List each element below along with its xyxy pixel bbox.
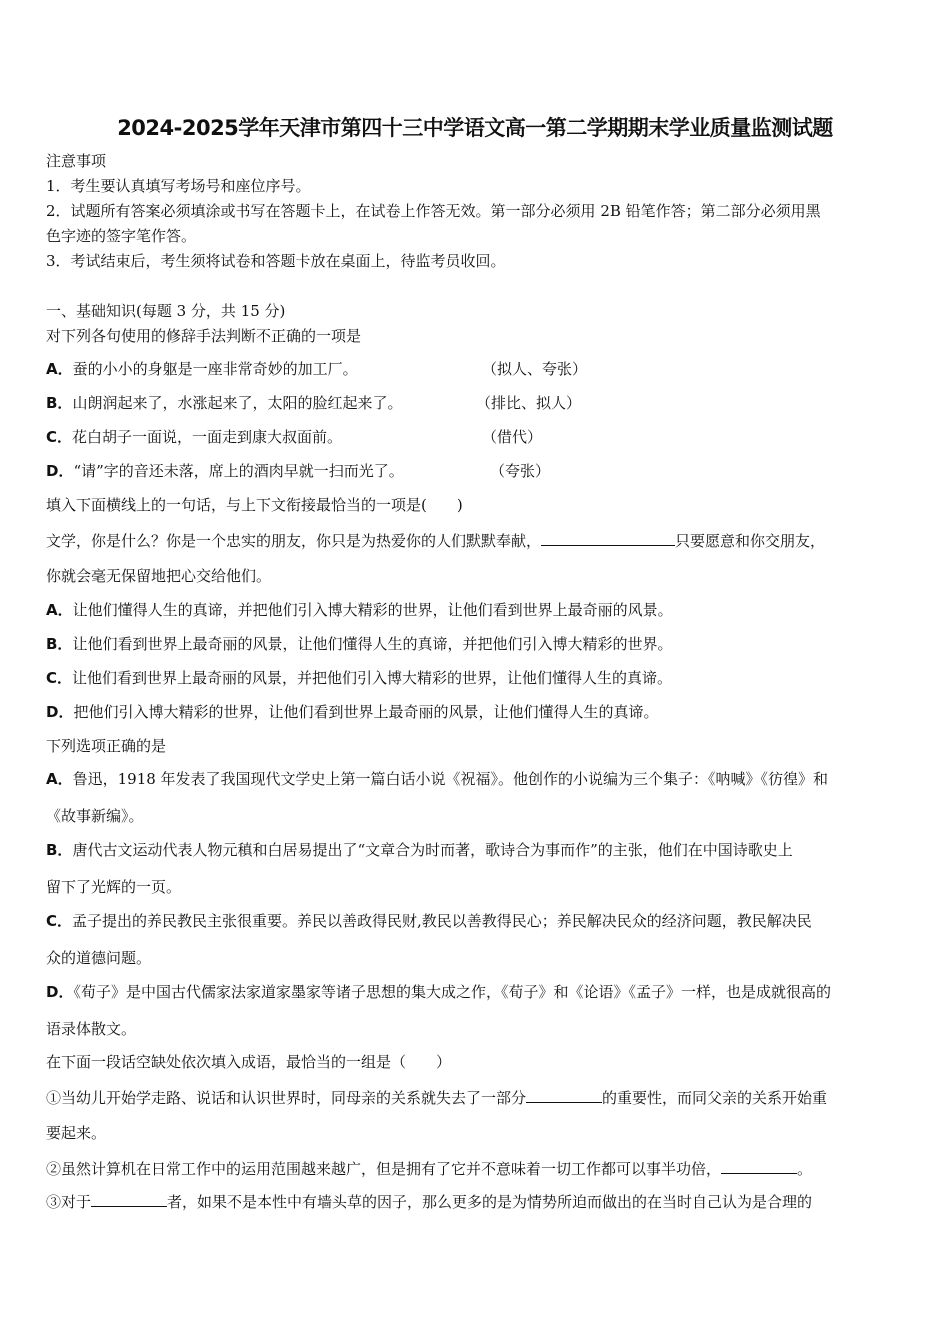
q1-option-d (46, 461, 404, 481)
option-text: 让他们看到世界上最奇丽的风景，让他们懂得人生的真谛，并把他们引入博大精彩的世界。 (72, 635, 673, 653)
q4-sentence-1 (46, 1086, 827, 1108)
option-text: 《荀子》是中国古代儒家法家道家墨家等诸子思想的集大成之作，《荀子》和《论语》《孟子》一样，也是成就很高的 (73, 983, 831, 1001)
option-label: B． (46, 635, 73, 653)
option-label: C． (46, 669, 73, 687)
q4-sentence-2 (46, 1157, 812, 1179)
option-label: C． (46, 912, 73, 930)
q2-option-b (46, 634, 672, 654)
notice-item-2-cont: 色字迹的签字笔作答。 (46, 227, 197, 245)
q2-option-a (46, 600, 673, 620)
q2-option-d (46, 702, 658, 722)
option-text: 让他们看到世界上最奇丽的风景，并把他们引入博大精彩的世界，让他们懂得人生的真谛。 (72, 669, 673, 687)
notice-item-3: 3．考试结束后，考生须将试卷和答题卡放在桌面上，待监考员收回。 (46, 252, 506, 270)
notice-item-1: 1．考生要认真填写考场号和座位序号。 (46, 177, 311, 195)
sentence-text: ①当幼儿开始学走路、说话和认识世界时，同母亲的关系就失去了一部分 (46, 1089, 527, 1107)
sentence-text: ②虽然计算机在日常工作中的运用范围越来越广，但是拥有了它并不意味着一切工作都可以事半功倍， (46, 1160, 722, 1178)
option-text: 唐代古文运动代表人物元稹和白居易提出了“文章合为时而著，歌诗合为事而作”的主张，他们在中国诗歌史上 (72, 841, 793, 859)
q3-option-a (46, 769, 828, 789)
option-text: 把他们引入博大精彩的世界，让他们看到世界上最奇丽的风景，让他们懂得人生的真谛。 (73, 703, 659, 721)
q2-passage-line2: 你就会毫无保留地把心交给他们。 (46, 567, 272, 585)
option-text: 让他们懂得人生的真谛，并把他们引入博大精彩的世界，让他们看到世界上最奇丽的风景。 (72, 601, 673, 619)
option-label: D． (46, 703, 74, 721)
q3-option-d-cont: 语录体散文。 (46, 1020, 137, 1038)
answer-blank (91, 1190, 167, 1207)
answer-blank (721, 1157, 797, 1174)
q3-option-b-cont: 留下了光辉的一页。 (46, 878, 182, 896)
q1-option-a (46, 359, 358, 379)
sentence-text: 者，如果不是本性中有墙头草的因子，那么更多的是为情势所迫而做出的在当时自己认为是合理的 (167, 1193, 813, 1211)
q1-option-d-tag: （夸张） (490, 462, 551, 480)
q1-option-b (46, 393, 402, 413)
option-label: D． (46, 983, 74, 1001)
option-text: “请”字的音还未落，席上的酒肉早就一扫而光了。 (73, 462, 404, 480)
option-label: A． (46, 360, 73, 378)
option-text: 山朗润起来了，水涨起来了，太阳的脸红起来了。 (72, 394, 403, 412)
option-label: B． (46, 841, 73, 859)
q1-option-c-tag: （借代） (482, 428, 543, 446)
option-text: 孟子提出的养民教民主张很重要。养民以善政得民财,教民以善教得民心；养民解决民众的经济问题，教民解决民 (72, 912, 812, 930)
option-label: D． (46, 462, 74, 480)
q3-option-d (46, 982, 831, 1002)
section-heading: 一、基础知识(每题 3 分，共 15 分) (46, 302, 286, 320)
q3-option-b (46, 840, 793, 860)
page-title: 2024-2025学年天津市第四十三中学语文高一第二学期期末学业质量监测试题 (117, 116, 833, 140)
option-label: A． (46, 770, 73, 788)
q3-option-c-cont: 众的道德问题。 (46, 949, 152, 967)
answer-blank (541, 529, 675, 546)
notice-heading: 注意事项 (46, 152, 107, 170)
q4-stem: 在下面一段话空缺处依次填入成语，最恰当的一组是（ ） (46, 1053, 452, 1071)
sentence-text: ③对于 (46, 1193, 92, 1211)
sentence-text: 的重要性，而同父亲的关系开始重 (602, 1089, 828, 1107)
answer-blank (526, 1086, 602, 1103)
q1-option-a-tag: （拟人、夸张） (482, 360, 588, 378)
q2-stem: 填入下面横线上的一句话，与上下文衔接最恰当的一项是( ) (46, 496, 463, 514)
option-text: 鲁迅，1918 年发表了我国现代文学史上第一篇白话小说《祝福》。他创作的小说编为三个集子：《呐喊》《彷徨》和 (72, 770, 829, 788)
sentence-text: 。 (797, 1160, 813, 1178)
passage-text: 只要愿意和你交朋友， (675, 532, 826, 550)
option-text: 花白胡子一面说，一面走到康大叔面前。 (72, 428, 343, 446)
q3-option-c (46, 911, 812, 931)
option-text: 蚕的小小的身躯是一座非常奇妙的加工厂。 (72, 360, 358, 378)
q1-stem: 对下列各句使用的修辞手法判断不正确的一项是 (46, 327, 362, 345)
q3-stem: 下列选项正确的是 (46, 737, 167, 755)
option-label: B． (46, 394, 73, 412)
q1-option-b-tag: （排比、拟人） (476, 394, 582, 412)
q2-passage-line1 (46, 529, 825, 551)
option-label: C． (46, 428, 73, 446)
q2-option-c (46, 668, 672, 688)
q1-option-c (46, 427, 342, 447)
option-label: A． (46, 601, 73, 619)
q3-option-a-cont: 《故事新编》。 (46, 807, 144, 825)
q4-sentence-3 (46, 1190, 812, 1212)
notice-item-2: 2．试题所有答案必须填涂或书写在答题卡上，在试卷上作答无效。第一部分必须用 2B 铅笔作答；第二部分必须用黑 (46, 202, 821, 220)
passage-text: 文学，你是什么？你是一个忠实的朋友，你只是为热爱你的人们默默奉献， (46, 532, 542, 550)
q4-sentence-1-cont: 要起来。 (46, 1124, 107, 1142)
